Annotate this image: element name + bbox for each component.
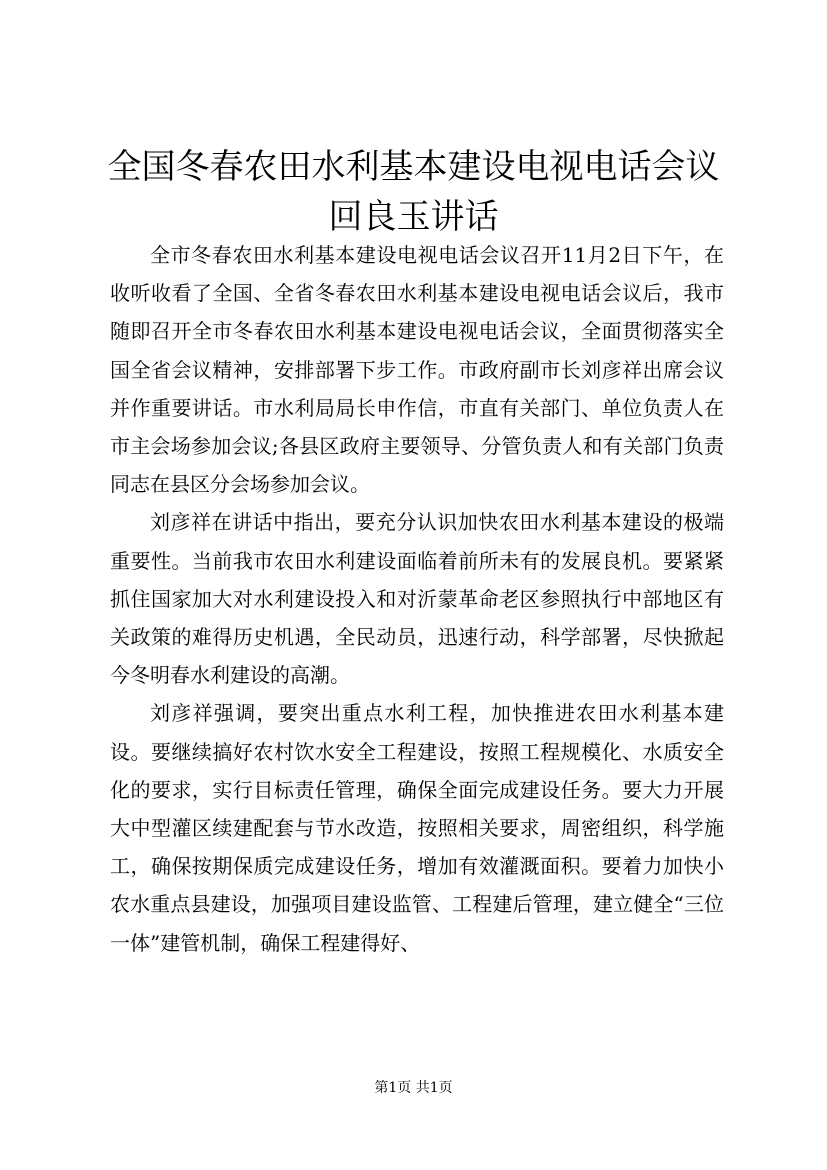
paragraph: 全市冬春农田水利基本建设电视电话会议召开11月2日下午，在收听收看了全国、全省冬春农田水利基本建设电视电话会议后，我市随即召开全市冬春农田水利基本建设电视电话会议，全面贯彻落实全国全省会议精神，安排部署下步工作。市政府副市长刘彦祥出席会议并作重要讲话。市水利局局长申作信，市直有关部门、单位负责人在市主会场参加会议;各县区政府主要领导、分管负责人和有关部门负责同志在县区分会场参加会议。	[110, 243, 724, 497]
page-footer: 第1页 共1页	[374, 1080, 453, 1096]
document-title: 全国冬春农田水利基本建设电视电话会议回良玉讲话	[107, 147, 720, 237]
paragraph: 刘彦祥在讲话中指出，要充分认识加快农田水利基本建设的极端重要性。当前我市农田水利建设面临着前所未有的发展良机。要紧紧抓住国家加大对水利建设投入和对沂蒙革命老区参照执行中部地区有关政策的难得历史机遇，全民动员，迅速行动，科学部署，尽快掀起今冬明春水利建设的高潮。	[110, 510, 724, 688]
paragraph: 刘彦祥强调，要突出重点水利工程，加快推进农田水利基本建设。要继续搞好农村饮水安全工程建设，按照工程规模化、水质安全化的要求，实行目标责任管理，确保全面完成建设任务。要大力开展大中型灌区续建配套与节水改造，按照相关要求，周密组织，科学施工，确保按期保质完成建设任务，增加有效灌溉面积。要着力加快小农水重点县建设，加强项目建设监管、工程建后管理，建立健全“三位一体”建管机制，确保工程建得好、	[110, 701, 724, 955]
document-body	[110, 236, 724, 962]
